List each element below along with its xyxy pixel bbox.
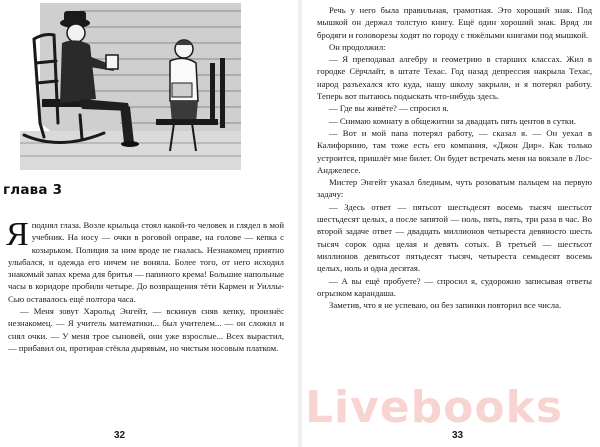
right-paragraph-10: Заметив, что я не успеваю, он без запинки повторил все числа. bbox=[329, 300, 562, 311]
drop-cap: Я bbox=[6, 216, 29, 253]
left-paragraph-1 bbox=[6, 216, 284, 305]
watermark: Livebooks bbox=[305, 382, 564, 433]
page-number-left: 32 bbox=[114, 430, 126, 441]
right-paragraph-7: Мистер Энгейт указал бледным, чуть розоватым пальцем на первую задачу: bbox=[317, 177, 592, 200]
right-paragraph-9: — А вы ещё пробуете? — спросил я, судорожно записывая ответы огрызком карандаша. bbox=[317, 275, 592, 298]
left-paragraph-2: — Меня зовут Харольд Энгейт, — вскинув сняв кепку, произнёс незнакомец. — Я учитель математики... был учителем... — он сложил и снял очки. — У меня трое сыновей, они уже взрослые... Всех вырастил, — прибавил он, протирая стёкла дырявым, но чистым носовым платком. bbox=[8, 306, 284, 353]
chapter-title: глава 3 bbox=[3, 182, 63, 198]
right-paragraph-8: — Здесь ответ — пятьсот шестьдесят восемь тысяч шестьсот шестьдесят целых, а после запятой — ноль, пять, пять, три раза в час. Во второй задаче ответ — двадцать миллионов четыреста девяносто шесть тысяч сорок одна целая и девять сотых. В третьей — шестьсот миллионов девятьсот пятьдесят тысяч, четыреста семьдесят восемь целых, ноль и одна десятая. bbox=[317, 201, 592, 274]
left-page-text bbox=[6, 216, 284, 354]
right-paragraph-6: — Вот и мой папа потерял работу, — сказал я. — Он уехал в Калифорнию, там тоже есть его компания, «Джон Дир». Как только устроится, пришлёт мне билет. Он будет встречать меня на вокзале в Лос-Анджелесе. bbox=[317, 127, 592, 175]
right-paragraph-1: Речь у него была правильная, грамотная. Это хороший знак. Под мышкой он держал толстую книгу. Ещё один хороший знак. Вряд ли бродяги и головорезы ходят по городу с тяжёлыми книгами под мышкой. bbox=[317, 5, 592, 40]
right-paragraph-4: — Где вы живёте? — спросил я. bbox=[329, 103, 449, 114]
right-page-text bbox=[317, 4, 592, 311]
right-paragraph-2: Он продолжил: bbox=[329, 41, 386, 52]
chapter-illustration bbox=[20, 3, 241, 170]
left-paragraph-1-text: поднял глаза. Возле крыльца стоял какой-то человек и глядел в мой учебник. На носу — очки в роговой оправе, на голове — кепка с козырьком. Полиция за ним вроде не гналась. Незнакомец приятно улыбался, и одежда его ничем не воняла. Более того, от него исходил знакомый запах крема для бритья — папиного крема! Большие напольные часы в коридоре пробили четыре. До возвращения тёти Кармен и Уиллы-Сью оставалось ещё полтора часа. bbox=[8, 220, 284, 304]
page-number-right: 33 bbox=[452, 430, 464, 441]
right-paragraph-3: — Я преподавал алгебру и геометрию в старших классах. Жил в городке Сёрчлайт, в штате Техас. Год назад депрессия накрыла Техас, народ разъехался кто куда, нашу школу закрыли, и я потерял работу. Теперь вот пытаюсь подыскать что-нибудь здесь. bbox=[317, 54, 592, 102]
right-paragraph-5: — Снимаю комнату в общежитии за двадцать пять центов в сутки. bbox=[329, 115, 576, 126]
